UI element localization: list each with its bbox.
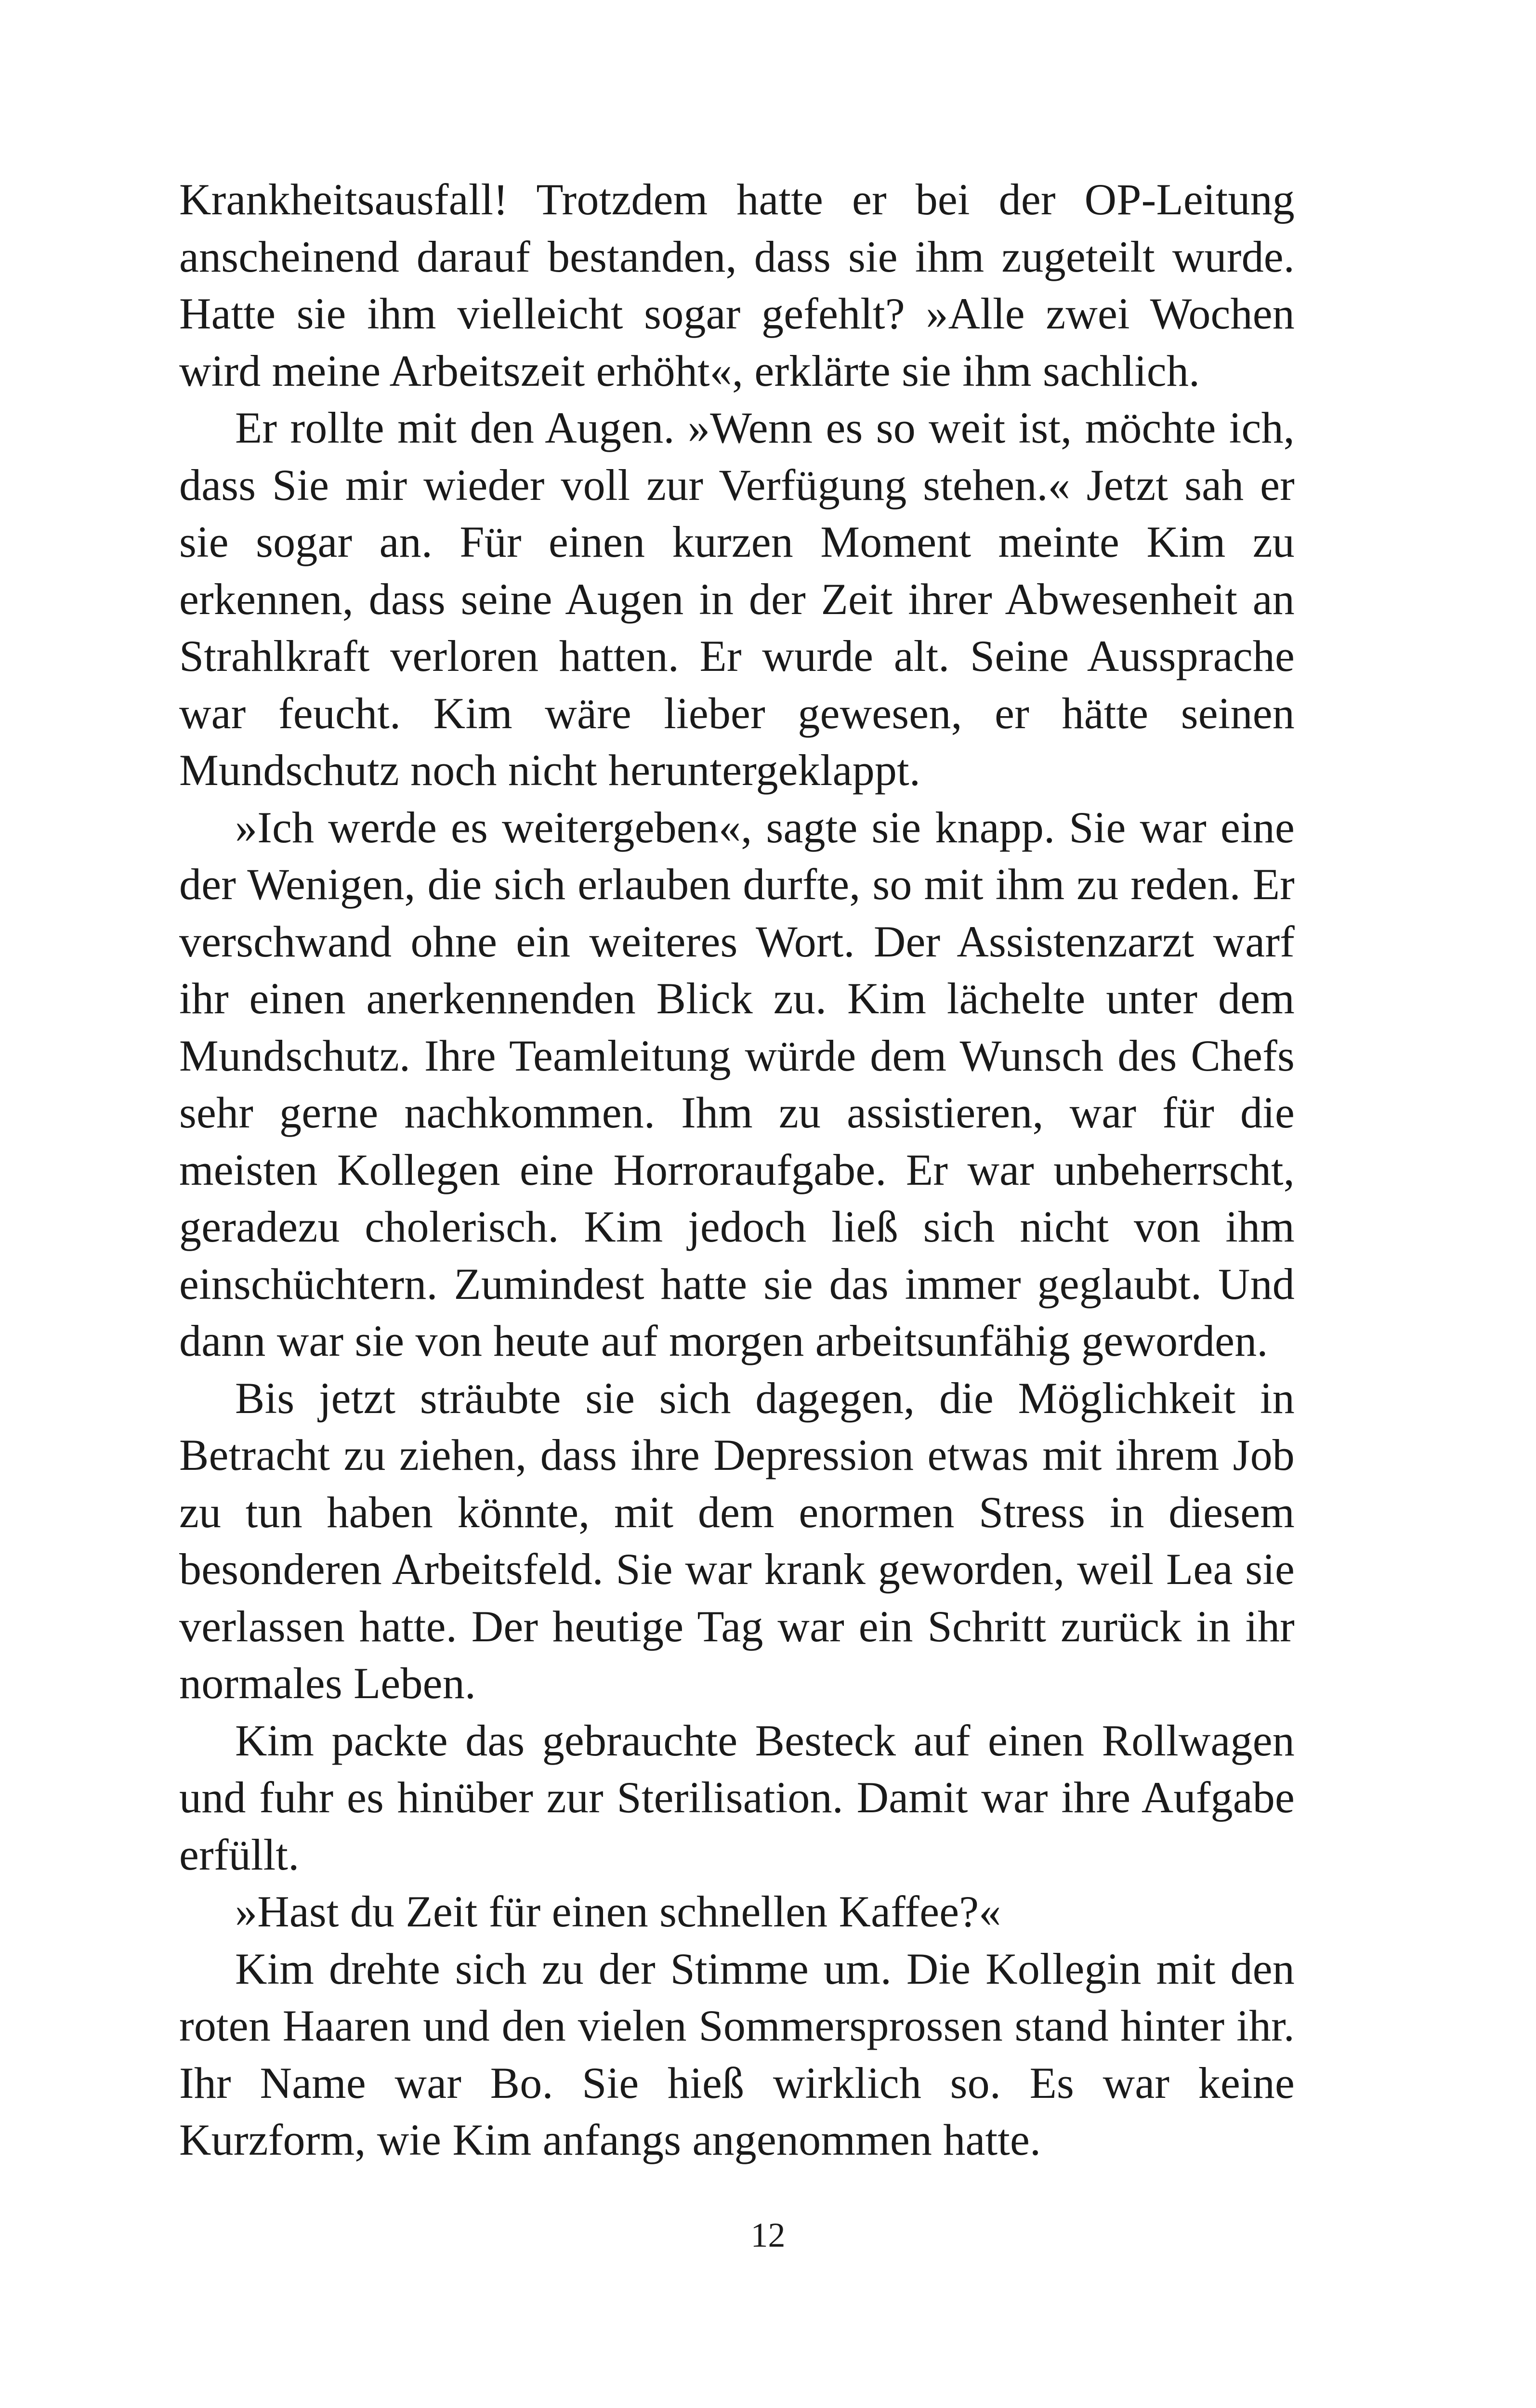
paragraph-1: Krankheitsausfall! Trotzdem hatte er bei der OP-Leitung anscheinend darauf bestanden, dass sie ihm zugeteilt wurde. Hatte sie ihm vielleicht sogar gefehlt? »Alle zwei Wochen wird meine Arbeitszeit erhöht«, erklärte sie ihm sachlich. (179, 175, 1295, 395)
paragraph-7: Kim drehte sich zu der Stimme um. Die Kollegin mit den roten Haaren und den vielen Sommersprossen stand hinter ihr. Ihr Name war Bo. Sie hieß wirklich so. Es war keine Kurzform, wie Kim anfangs angenommen hatte. (179, 1944, 1295, 2164)
paragraph-5: Kim packte das gebrauchte Besteck auf einen Rollwagen und fuhr es hinüber zur Sterilisation. Damit war ihre Aufgabe erfüllt. (179, 1715, 1295, 1879)
paragraph-6: »Hast du Zeit für einen schnellen Kaffee?« (235, 1887, 1001, 1936)
body-text (179, 171, 1295, 2169)
paragraph-2: Er rollte mit den Augen. »Wenn es so weit ist, möchte ich, dass Sie mir wieder voll zur Verfügung stehen.« Jetzt sah er sie sogar an. Für einen kurzen Moment meinte Kim zu erkennen, dass seine Augen in der Zeit ihrer Abwesenheit an Strahlkraft verloren hatten. Er wurde alt. Seine Aussprache war feucht. Kim wäre lieber gewesen, er hätte seinen Mundschutz noch nicht heruntergeklappt. (179, 403, 1295, 795)
paragraph-3: »Ich werde es weitergeben«, sagte sie knapp. Sie war eine der Wenigen, die sich erlauben durfte, so mit ihm zu reden. Er verschwand ohne ein weiteres Wort. Der Assistenzarzt warf ihr einen anerkennenden Blick zu. Kim lächelte unter dem Mundschutz. Ihre Teamleitung würde dem Wunsch des Chefs sehr gerne nachkommen. Ihm zu assistieren, war für die meisten Kollegen eine Horroraufgabe. Er war unbeherrscht, geradezu cholerisch. Kim jedoch ließ sich nicht von ihm einschüchtern. Zumindest hatte sie das immer geglaubt. Und dann war sie von heute auf morgen arbeitsunfähig geworden. (179, 802, 1295, 1365)
page-number: 12 (750, 2216, 786, 2254)
paragraph-4: Bis jetzt sträubte sie sich dagegen, die Möglichkeit in Betracht zu ziehen, dass ihre Depression etwas mit ihrem Job zu tun haben könnte, mit dem enormen Stress in diesem besonderen Arbeitsfeld. Sie war krank geworden, weil Lea sie verlassen hatte. Der heutige Tag war ein Schritt zurück in ihr normales Leben. (179, 1373, 1295, 1708)
